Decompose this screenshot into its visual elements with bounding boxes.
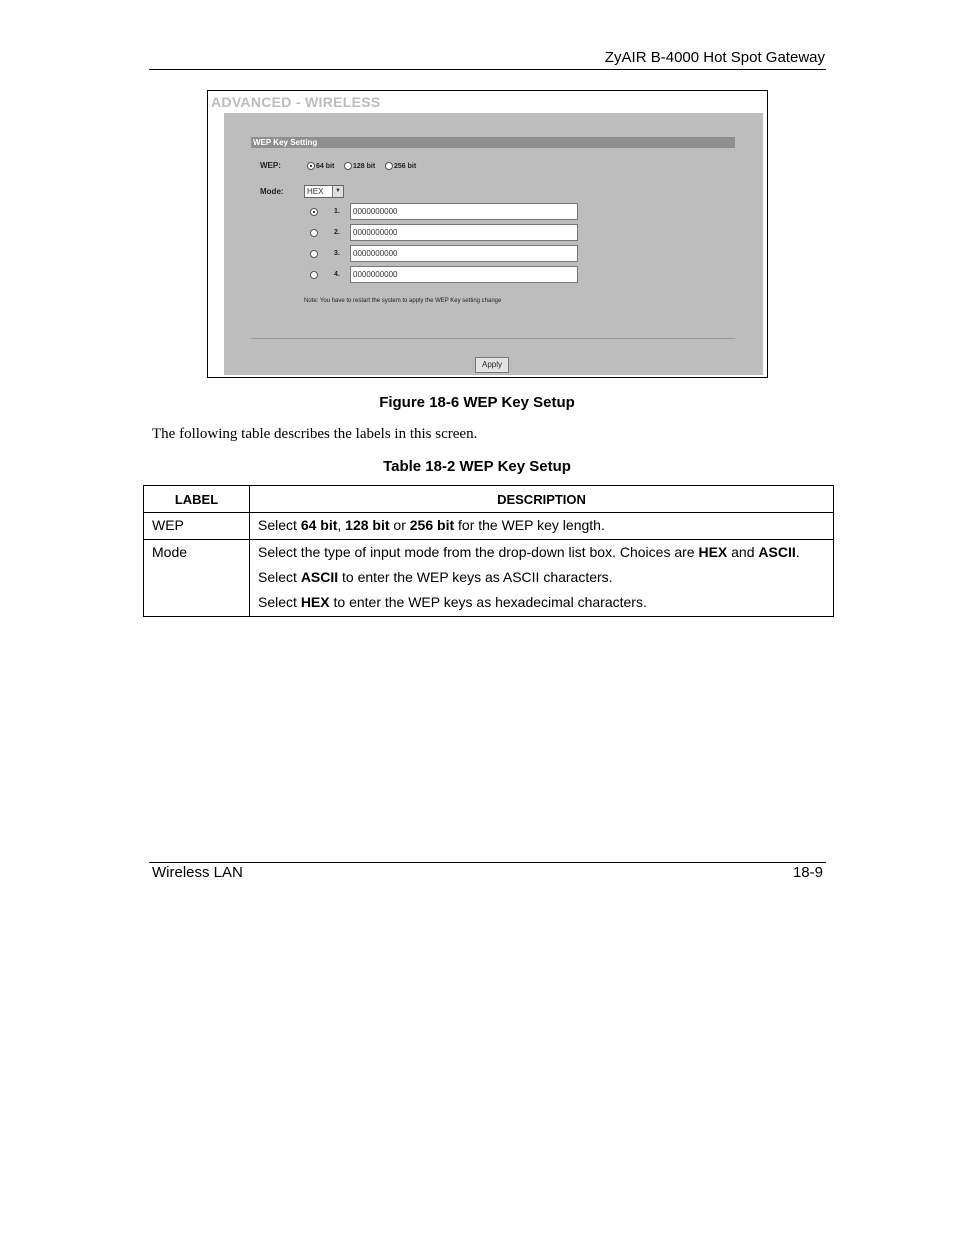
row-description xyxy=(250,513,834,540)
key-4-input[interactable]: 0000000000 xyxy=(350,266,578,283)
footer-rule xyxy=(149,862,826,863)
bold-term: 256 bit xyxy=(409,517,455,533)
key-4-number: 4. xyxy=(334,271,340,278)
mode-select[interactable] xyxy=(304,185,344,198)
description-table xyxy=(143,485,834,617)
header-rule xyxy=(149,69,826,70)
wep-256bit-radio[interactable] xyxy=(385,162,393,170)
row-label: Mode xyxy=(144,540,250,617)
bold-term: HEX xyxy=(300,594,330,610)
description-line xyxy=(258,517,825,534)
section-header: WEP Key Setting xyxy=(251,137,735,148)
mode-select-value: HEX xyxy=(307,187,324,196)
text: to enter the WEP keys as hexadecimal characters. xyxy=(329,594,647,610)
text: Select xyxy=(258,517,301,533)
wep-128bit-radio[interactable] xyxy=(344,162,352,170)
header-label: LABEL xyxy=(144,486,250,513)
panel-separator xyxy=(251,338,735,339)
settings-panel xyxy=(224,113,763,375)
footer-chapter: Wireless LAN xyxy=(152,864,243,881)
key-1-number: 1. xyxy=(334,208,340,215)
header-description: DESCRIPTION xyxy=(250,486,834,513)
text: Select the type of input mode from the drop-down list box. Choices are xyxy=(258,544,699,560)
description-line xyxy=(258,569,825,586)
bold-term: HEX xyxy=(698,544,728,560)
running-header-title: ZyAIR B-4000 Hot Spot Gateway xyxy=(604,49,825,66)
key-4-radio[interactable] xyxy=(310,271,318,279)
screen-title: ADVANCED - WIRELESS xyxy=(211,94,381,110)
key-2-input[interactable]: 0000000000 xyxy=(350,224,578,241)
table-row xyxy=(144,513,834,540)
bold-term: 128 bit xyxy=(345,517,390,533)
wep-64bit-label: 64 bit xyxy=(316,163,335,170)
text: to enter the WEP keys as ASCII characters. xyxy=(338,569,613,585)
row-label: WEP xyxy=(144,513,250,540)
text: , xyxy=(337,517,346,533)
key-1-input[interactable]: 0000000000 xyxy=(350,203,578,220)
restart-note: Note: You have to restart the system to apply the WEP Key setting change xyxy=(304,298,502,304)
wep-128bit-label: 128 bit xyxy=(353,163,376,170)
table-row xyxy=(144,540,834,617)
apply-button[interactable]: Apply xyxy=(475,357,509,373)
description-line xyxy=(258,594,825,611)
chevron-down-icon: ▼ xyxy=(332,186,343,197)
text: and xyxy=(727,544,759,560)
bold-term: ASCII xyxy=(300,569,339,585)
key-3-radio[interactable] xyxy=(310,250,318,258)
text: for the WEP key length. xyxy=(454,517,605,533)
key-1-radio[interactable] xyxy=(310,208,318,216)
wep-64bit-radio[interactable] xyxy=(307,162,315,170)
text: Select xyxy=(258,594,301,610)
intro-paragraph: The following table describes the labels in this screen. xyxy=(152,426,478,442)
wep-256bit-label: 256 bit xyxy=(394,163,417,170)
key-3-input[interactable]: 0000000000 xyxy=(350,245,578,262)
description-line xyxy=(258,544,825,561)
footer-page-number: 18-9 xyxy=(792,864,823,881)
text: or xyxy=(389,517,410,533)
key-2-number: 2. xyxy=(334,229,340,236)
wep-label: WEP: xyxy=(260,161,281,170)
bold-term: 64 bit xyxy=(300,517,338,533)
key-3-number: 3. xyxy=(334,250,340,257)
bold-term: ASCII xyxy=(758,544,796,560)
figure-caption: Figure 18-6 WEP Key Setup xyxy=(379,394,575,411)
table-header-row xyxy=(144,486,834,513)
key-2-radio[interactable] xyxy=(310,229,318,237)
table-caption: Table 18-2 WEP Key Setup xyxy=(383,458,571,475)
text: Select xyxy=(258,569,301,585)
row-description xyxy=(250,540,834,617)
mode-label: Mode: xyxy=(260,187,284,196)
text: . xyxy=(795,544,800,560)
